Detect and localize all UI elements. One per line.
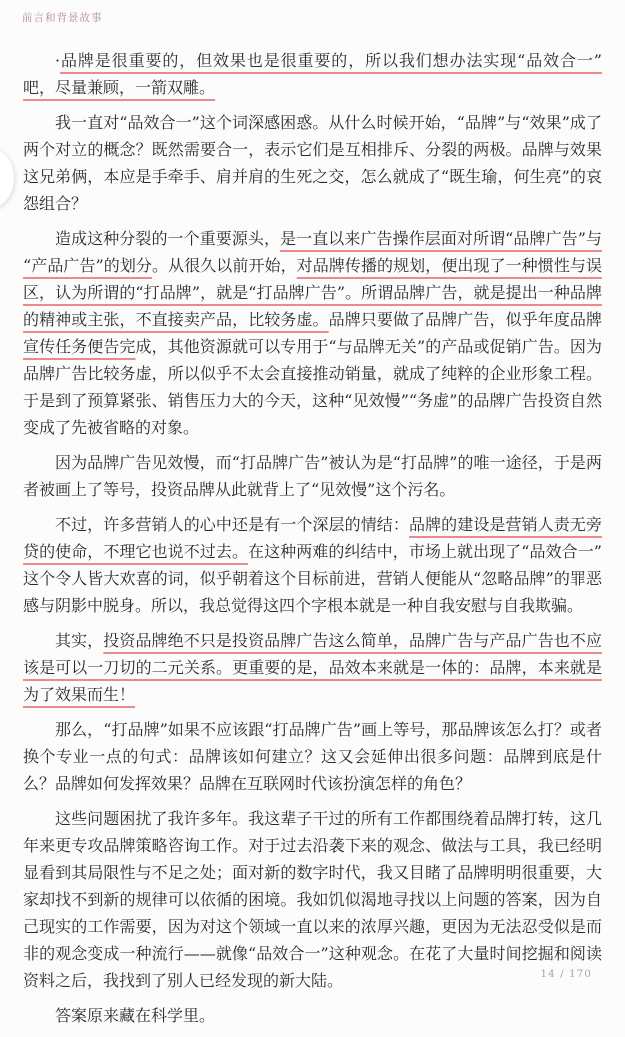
paragraph (23, 511, 602, 619)
chapter-title: 前言和背景故事 (22, 12, 103, 24)
text-segment: 因为品牌广告见效慢，而“打品牌广告”被认为是“打品牌”的唯一途径，于是两者被画上了等号，投资品牌从此就背上了“见效慢”这个污名。 (23, 453, 602, 499)
underline-annotation: 品牌是很重要的，但效果也是很重要的，所以我们想办法实现“品效合一”吧，尽量兼顾，一箭双雕。 (23, 51, 602, 97)
paragraph (23, 805, 602, 994)
text-segment: 我一直对“品效合一”这个词深感困惑。从什么时候开始，“品牌”与“效果”成了两个对立的概念？既然需要合一，表示它们是互相排斥、分裂的两极。品牌与效果这兄弟俩，本应是手牵手、肩并肩的生死之交，怎么就成了“既生瑜，何生亮”的哀怨组合？ (23, 113, 602, 213)
underline-annotation: 品牌的建设是营销人责无旁贷的使命，不理它也说不过去。 (23, 515, 602, 561)
text-segment: 答案原来藏在科学里。 (55, 1006, 216, 1025)
text-segment: 不过，许多营销人的心中还是有一个深层的情结： (55, 515, 409, 534)
text-segment: 这些问题困扰了我许多年。我这辈子干过的所有工作都围绕着品牌打转，这几年来更专攻品牌策略咨询工作。对于过去沿袭下来的观念、做法与工具，我已经明显看到其局限性与不足之处；面对新的数字时代，我又目睹了品牌明明很重要，大家却找不到新的规律可以依循的困境。我如饥似渴地寻找以上问题的答案，因为自己现实的工作需要，因为对这个领域一直以来的浓厚兴趣，更因为无法忍受似是而非的观念变成一种流行——就像“品效合一”这种观念。在花了大量时间挖掘和阅读资料之后，我找到了别人已经发现的新大陆。 (23, 809, 602, 990)
paragraph (23, 449, 602, 503)
text-segment: 那么，“打品牌”如果不应该跟“打品牌广告”画上等号，那品牌该怎么打？或者换个专业一点的句式：品牌该如何建立？这又会延伸出很多问题：品牌到底是什么？品牌如何发挥效果？品牌在互联网时代该扮演怎样的角色？ (23, 720, 602, 793)
paragraph (23, 225, 602, 441)
paragraph (23, 627, 602, 708)
reading-area[interactable] (23, 47, 602, 1037)
page-number-indicator: 14 / 170 (540, 968, 592, 980)
page-curl-edge (0, 148, 14, 208)
text-segment: 。从很久以前开始， (152, 256, 297, 275)
underline-annotation: 宣传任务便告完 (23, 337, 136, 356)
underline-annotation: 投资品牌绝不只是投资品牌广告这么简单，品牌广告与产品广告也不应该是可以一刀切的二元关系。更重要的是，品效本来就是一体的：品牌，本来就是为了效果而生！ (23, 631, 602, 704)
paragraph (23, 47, 602, 101)
text-segment: 在这种两难的纠结中，市场上就出现了“品效合一”这个令人皆大欢喜的词，似乎朝着这个目标前进，营销人便能从“忽略品牌”的罪恶感与阴影中脱身。所以，我总觉得这四个字根本就是一种自我安慰与自我欺骗。 (23, 542, 602, 615)
underline-annotation: 是一直以来广告操作层面对所谓“品牌广告”与“产品广告”的划分 (23, 229, 602, 275)
paragraph (23, 109, 602, 217)
underline-annotation: 对品牌传播的规划，便出现了一种惯性与误区，认为所谓的“打品牌”，就是“打品牌广告”。所谓品牌广告，就是提出一种品牌的精神或主张，不直接卖产品，比较务虚。 (23, 256, 602, 329)
paragraph (23, 1002, 602, 1029)
text-segment: 成，其他资源就可以专用于“与品牌无关”的产品或促销广告。因为品牌广告比较务虚，所以似乎不太会直接推动销量，就成了纯粹的企业形象工程。于是到了预算紧张、销售压力大的今天，这种“见效慢”“务虚”的品牌广告投资自然变成了先被省略的对象。 (23, 337, 602, 437)
text-segment: · (55, 51, 61, 70)
text-segment: 造成这种分裂的一个重要源头， (55, 229, 281, 248)
text-segment: 品牌只要做了品牌广告，似乎年度品牌 (328, 310, 602, 329)
paragraph (23, 716, 602, 797)
text-segment: 其实， (55, 631, 104, 650)
